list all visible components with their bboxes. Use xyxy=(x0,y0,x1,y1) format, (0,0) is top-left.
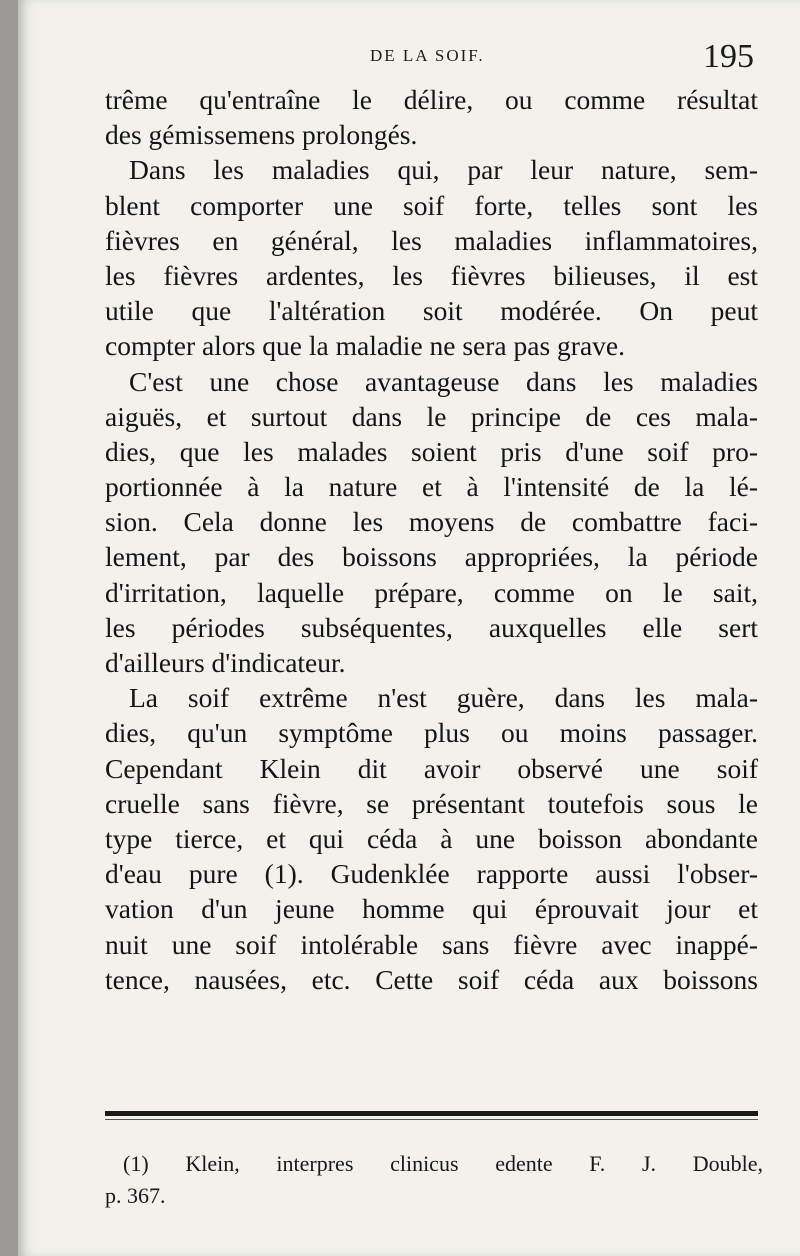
text-line: lement, par des boissons appropriées, la période xyxy=(105,541,758,573)
footnote-rule-thin xyxy=(105,1119,758,1120)
page-header xyxy=(108,36,758,76)
footnote-rule xyxy=(105,1111,758,1116)
text-line: La soif extrême n'est guère, dans les mala- xyxy=(129,682,758,714)
text-line: tence, nausées, etc. Cette soif céda aux boissons xyxy=(105,963,758,995)
text-line: Dans les maladies qui, par leur nature, sem- xyxy=(129,154,758,186)
text-line: blent comporter une soif forte, telles sont les xyxy=(105,189,758,221)
text-line: dies, qu'un symptôme plus ou moins passager. xyxy=(105,717,758,749)
text-line: les fièvres ardentes, les fièvres bilieuses, il est xyxy=(105,259,758,291)
text-line: sion. Cela donne les moyens de combattre faci- xyxy=(105,506,758,538)
text-line: d'ailleurs d'indicateur. xyxy=(105,647,346,678)
footnote-line: p. 367. xyxy=(105,1183,166,1208)
text-line: nuit une soif intolérable sans fièvre avec inappé- xyxy=(105,928,758,960)
text-line: les périodes subséquentes, auxquelles elle sert xyxy=(105,611,758,643)
page-number: 195 xyxy=(703,38,754,75)
body-text xyxy=(105,82,758,997)
text-line: aiguës, et surtout dans le principe de ces mala- xyxy=(105,400,758,432)
text-line: dies, que les malades soient pris d'une soif pro- xyxy=(105,435,758,467)
text-line: compter alors que la maladie ne sera pas grave. xyxy=(105,330,625,362)
text-line: fièvres en général, les maladies inflammatoires, xyxy=(105,224,758,256)
text-line: des gémissemens prolongés. xyxy=(105,119,418,151)
text-line: portionnée à la nature et à l'intensité de la lé- xyxy=(105,471,758,503)
footnote-line: (1) Klein, interpres clinicus edente F. J. Double, xyxy=(123,1151,763,1176)
text-line: Cependant Klein dit avoir observé une soif xyxy=(105,752,758,784)
footnote xyxy=(105,1148,763,1212)
text-line: cruelle sans fièvre, se présentant toutefois sous le xyxy=(105,787,758,819)
running-head: DE LA SOIF. xyxy=(370,46,485,65)
text-line: vation d'un jeune homme qui éprouvait jour et xyxy=(105,893,758,925)
text-line: type tierce, et qui céda à une boisson abondante xyxy=(105,822,758,854)
text-line: trême qu'entraîne le délire, ou comme résultat xyxy=(105,84,758,115)
text-line: d'irritation, laquelle prépare, comme on le sait, xyxy=(105,576,758,608)
text-line: utile que l'altération soit modérée. On peut xyxy=(105,295,758,327)
text-line: C'est une chose avantageuse dans les maladies xyxy=(129,365,758,397)
book-page xyxy=(18,0,800,1256)
text-line: d'eau pure (1). Gudenklée rapporte aussi l'obser- xyxy=(105,858,758,890)
